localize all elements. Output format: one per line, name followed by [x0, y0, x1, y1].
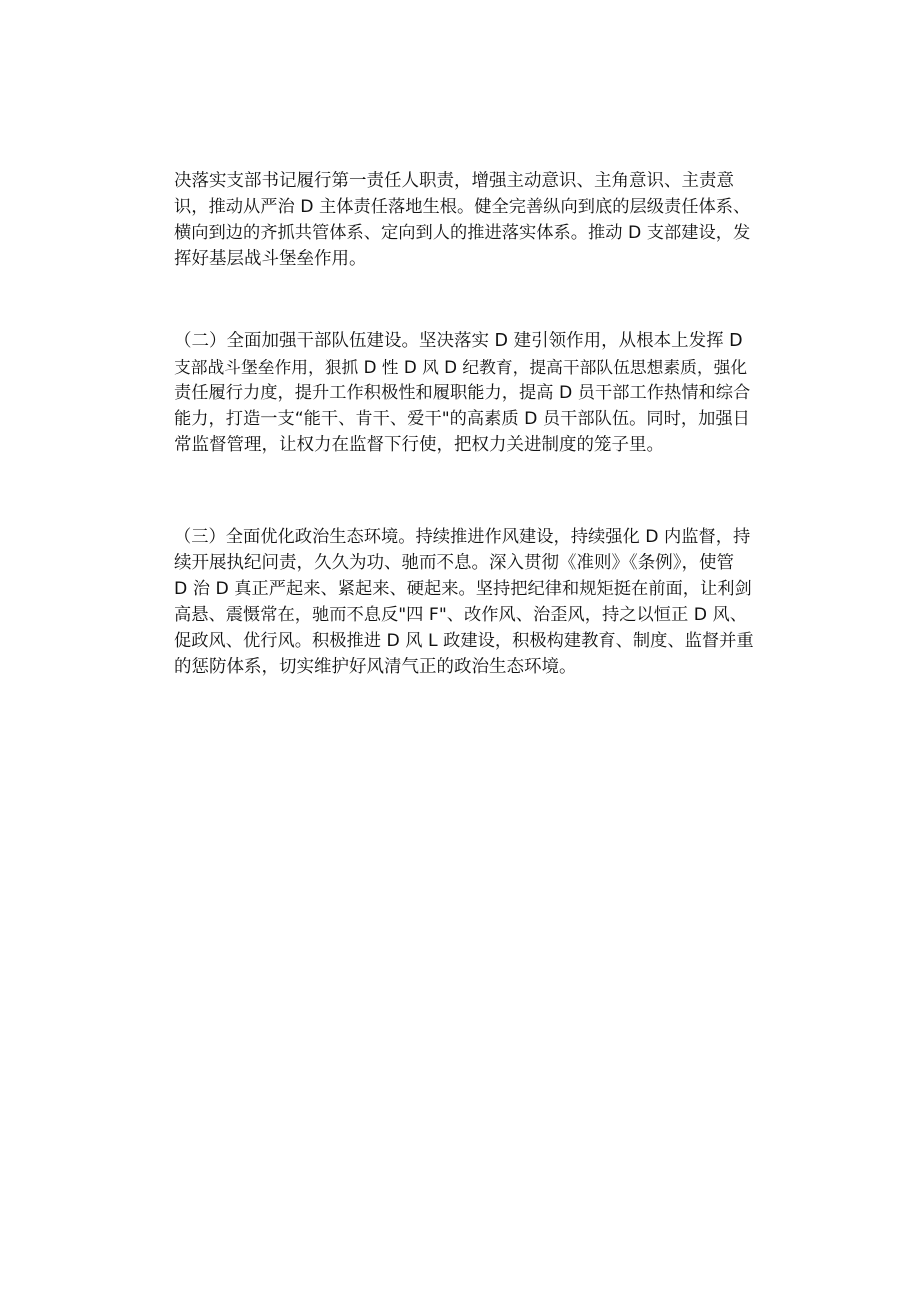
text-line: 的惩防体系，切实维护好风清气正的政治生态环境。: [174, 657, 577, 677]
text-line: 续开展执纪问责，久久为功、驰而不息。深入贯彻《准则》《条例》，使管: [174, 553, 734, 573]
text-line: 责任履行力度，提升工作积极性和履职能力，提高 D 员干部工作热情和综合: [174, 383, 751, 403]
text-line: 挥好基层战斗堡垒作用。: [174, 249, 367, 269]
text-line: 促政风、优行风。积极推进 D 风 L 政建设，积极构建教育、制度、监督并重: [174, 631, 754, 651]
text-line: 常监督管理，让权力在监督下行使，把权力关进制度的笼子里。: [174, 435, 664, 455]
text-line: 识，推动从严治 D 主体责任落地生根。健全完善纵向到底的层级责任体系、: [174, 197, 751, 217]
text-line: 决落实支部书记履行第一责任人职责，增强主动意识、主角意识、主责意: [174, 171, 734, 191]
text-line: （二）全面加强干部队伍建设。坚决落实 D 建引领作用，从根本上发挥 D: [174, 331, 743, 351]
text-line: （三）全面优化政治生态环境。持续推进作风建设，持续强化 D 内监督，持: [174, 527, 751, 547]
text-line: 能力，打造一支“能干、肯干、爱干"的高素质 D 员干部队伍。同时，加强日: [174, 409, 750, 429]
text-line: 高悬、震慑常在，驰而不息反"四 F"、改作风、治歪风，持之以恒正 D 风、: [174, 605, 748, 625]
text-line: 横向到边的齐抓共管体系、定向到人的推进落实体系。推动 D 支部建设，发: [174, 223, 751, 243]
text-line: D 治 D 真正严起来、紧起来、硬起来。坚持把纪律和规矩挺在前面，让利剑: [174, 579, 752, 599]
paragraph-political-ecology: [174, 524, 754, 680]
paragraph-party-branch-responsibility: [174, 168, 754, 272]
text-line: 支部战斗堡垒作用，狠抓 D 性 D 风 D 纪教育，提高干部队伍思想素质，强化: [174, 357, 748, 377]
paragraph-cadre-team-building: [174, 328, 754, 458]
